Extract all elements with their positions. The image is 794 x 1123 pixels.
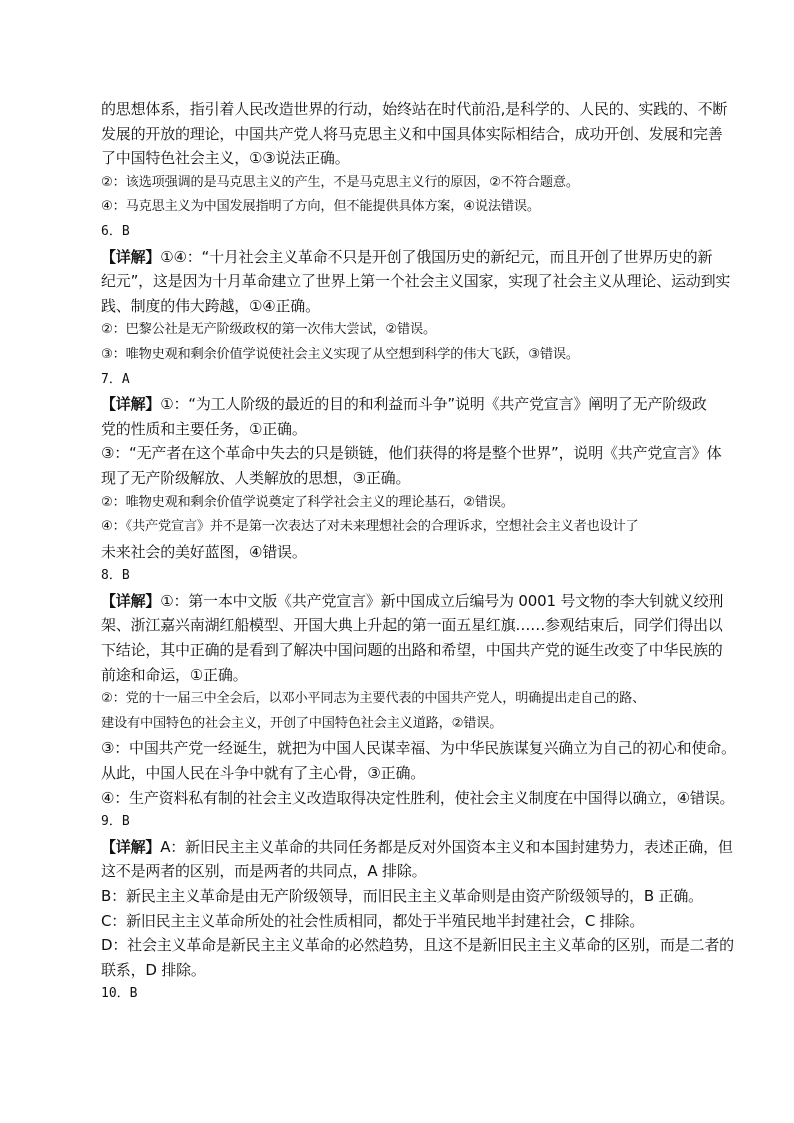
document-page xyxy=(101,97,736,1007)
detail-tag: 【详解】 xyxy=(101,395,161,414)
question-number: 7．A xyxy=(101,371,130,387)
text-line: 建设有中国特色的社会主义，开创了中国特色社会主义道路，②错误。 xyxy=(101,715,503,731)
detail-tag: 【详解】 xyxy=(101,247,161,266)
text-line: ③：唯物史观和剩余价值学说使社会主义实现了从空想到科学的伟大飞跃，③错误。 xyxy=(101,346,579,362)
text-line: ③：“无产者在这个革命中失去的只是锁链，他们获得的将是整个世界”，说明《共产党宣言》体 xyxy=(101,444,722,463)
answer-block-9 xyxy=(101,810,734,982)
question-number: 9．B xyxy=(101,814,130,830)
text-line: ②：巴黎公社是无产阶级政权的第一次伟大尝试，②错误。 xyxy=(101,322,436,338)
question-number: 6．B xyxy=(101,223,130,239)
text-line: 从此，中国人民在斗争中就有了主心骨，③正确。 xyxy=(101,764,426,783)
answer-block-8 xyxy=(101,564,736,810)
text-line: 架、浙江嘉兴南湖红船模型、开国大典上升起的第一面五星红旗……参观结束后，同学们得出以 xyxy=(101,616,723,635)
text-line: ①：第一本中文版《共产党宣言》新中国成立后编号为 0001 号文物的李大钊就义绞刑 xyxy=(160,591,724,610)
text-line: ②：该选项强调的是马克思主义的产生，不是马克思主义行的原因，②不符合题意。 xyxy=(101,174,579,190)
text-line: ④：马克思主义为中国发展指明了方向，但不能提供具体方案，④说法错误。 xyxy=(101,199,540,215)
text-line: B：新民主主义革命是由无产阶级领导，而旧民主主义革命则是由资产阶级领导的，B 正确。 xyxy=(101,887,703,905)
text-line: 前途和命运，①正确。 xyxy=(101,665,248,684)
text-line: 的思想体系，指引着人民改造世界的行动，始终站在时代前沿,是科学的、人民的、实践的、不断 xyxy=(101,100,728,118)
answer-block-7 xyxy=(101,368,722,565)
text-line: 纪元”，这是因为十月革命建立了世界上第一个社会主义国家，实现了社会主义从理论、运动到实 xyxy=(101,272,731,291)
text-line: ④：生产资料私有制的社会主义改造取得决定性胜利，使社会主义制度在中国得以确立，④错误。 xyxy=(101,788,735,807)
text-line: 这不是两者的区别，而是两者的共同点，A 排除。 xyxy=(101,862,427,881)
text-line: 发展的开放的理论，中国共产党人将马克思主义和中国具体实际相结合，成功开创、发展和完善 xyxy=(101,124,723,143)
text-line: 了中国特色社会主义，①③说法正确。 xyxy=(101,149,350,168)
answer-block-10 xyxy=(101,982,699,1007)
detail-tag: 【详解】 xyxy=(101,837,161,856)
text-line: ②：唯物史观和剩余价值学说奠定了科学社会主义的理论基石，②错误。 xyxy=(101,494,514,510)
text-line: ②：党的十一届三中全会后，以邓小平同志为主要代表的中国共产党人，明确提出走自己的路、 xyxy=(101,691,646,707)
text-line: C：新旧民主主义革命所处的社会性质相同，都处于半殖民地半封建社会，C 排除。 xyxy=(101,911,645,930)
question-number: 10．B xyxy=(101,986,138,1002)
text-line: ④：《共产党宣言》并不是第一次表达了对未来理想社会的合理诉求，空想社会主义者也设计了 xyxy=(101,519,639,535)
intro-block xyxy=(101,97,728,220)
text-line: 联系，D 排除。 xyxy=(101,960,206,979)
question-number: 8．B xyxy=(101,568,130,584)
text-line: ①：“为工人阶级的最近的目的和利益而斗争”说明《共产党宣言》阐明了无产阶级政 xyxy=(160,395,707,414)
detail-tag: 【详解】 xyxy=(101,591,161,610)
answer-block-6 xyxy=(101,220,731,368)
text-line: ①④：“十月社会主义革命不只是开创了俄国历史的新纪元，而且开创了世界历史的新 xyxy=(160,247,713,266)
text-line: ③：中国共产党一经诞生，就把为中国人民谋幸福、为中华民族谋复兴确立为自己的初心和使命。 xyxy=(101,739,736,758)
text-line: A：新旧民主主义革命的共同任务都是反对外国资本主义和本国封建势力，表述正确，但 xyxy=(160,837,733,856)
text-line: 党的性质和主要任务，①正确。 xyxy=(101,419,307,438)
text-line: D：社会主义革命是新民主主义革命的必然趋势，且这不是新旧民主主义革命的区别，而是二者的 xyxy=(101,936,734,955)
text-line: 践、制度的伟大跨越，①④正确。 xyxy=(101,296,320,315)
text-line: 未来社会的美好蓝图，④错误。 xyxy=(101,542,307,561)
text-line: 现了无产阶级解放、人类解放的思想，③正确。 xyxy=(101,468,411,487)
text-line: 下结论，其中正确的是看到了解决中国问题的出路和希望，中国共产党的诞生改变了中华民族的 xyxy=(101,641,723,660)
